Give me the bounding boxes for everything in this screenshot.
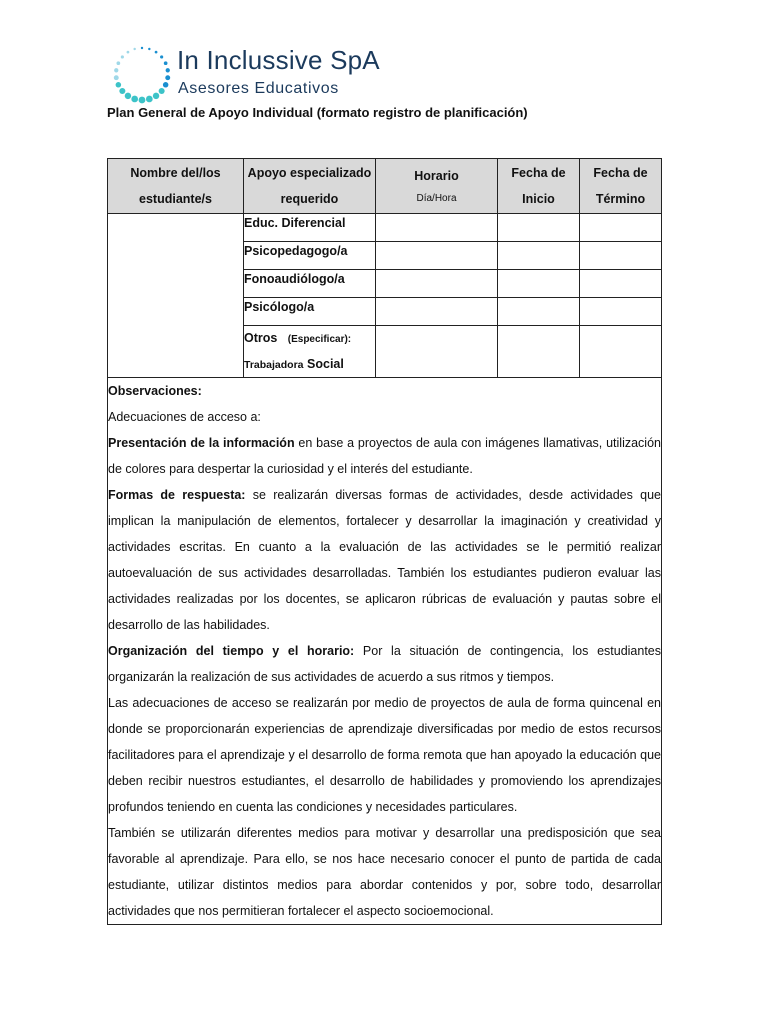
table-row: [108, 214, 662, 242]
header-student-names: Nombre del/los estudiante/s: [108, 159, 244, 214]
start-date-cell[interactable]: [498, 242, 580, 270]
schedule-cell[interactable]: [376, 242, 498, 270]
observations-row: [108, 378, 662, 925]
logo-dot: [141, 47, 143, 49]
end-date-cell[interactable]: [580, 326, 662, 378]
end-date-cell[interactable]: [580, 242, 662, 270]
dotted-circle-logo-icon: [110, 42, 174, 106]
logo-title: In Inclussive SpA: [177, 45, 380, 75]
support-otros: [244, 326, 376, 378]
student-names-cell[interactable]: [108, 214, 244, 378]
start-date-cell[interactable]: [498, 326, 580, 378]
logo-dot: [160, 55, 163, 58]
support-educ-diferencial: Educ. Diferencial: [244, 214, 376, 242]
logo-dot: [125, 93, 131, 99]
logo-dot: [146, 96, 153, 103]
observations-cell[interactable]: [108, 378, 662, 925]
table-header-row: [108, 159, 662, 214]
logo-dot: [121, 55, 124, 58]
logo-dot: [153, 93, 159, 99]
support-psicologo: Psicólogo/a: [244, 298, 376, 326]
logo-dot: [165, 75, 170, 80]
schedule-cell[interactable]: [376, 298, 498, 326]
observation-paragraph: Formas de respuesta: se realizarán diversas formas de actividades, desde actividades que implican la manipulación de elementos, fortalecer y desarrollar la imaginación y creatividad y actividades escritas. En cuanto a la evaluación de las actividades se le permitió realizar autoevaluación de sus actividades desarrolladas. También los estudiantes pudieron evaluar las actividades realizadas por los docentes, se aplicaron rúbricas de evaluación y pautas sobre el desarrollo de las habilidades.: [108, 488, 661, 632]
logo-dot: [163, 82, 169, 88]
header-specialized-support: Apoyo especializado requerido: [244, 159, 376, 214]
start-date-cell[interactable]: [498, 270, 580, 298]
logo-dot: [117, 61, 121, 65]
logo-subtitle: Asesores Educativos: [178, 80, 339, 97]
header-start-date: Fecha de Inicio: [498, 159, 580, 214]
schedule-cell[interactable]: [376, 214, 498, 242]
observation-paragraph: Presentación de la información en base a proyectos de aula con imágenes llamativas, utilización de colores para despertar la curiosidad y el interés del estudiante.: [108, 436, 661, 476]
logo-dot: [127, 51, 130, 54]
observations-heading: Observaciones:: [108, 384, 202, 398]
observation-paragraph: También se utilizarán diferentes medios para motivar y desarrollar una predisposición que sea favorable al aprendizaje. Para ello, se nos hace necesario conocer el punto de partida de cada estudiante, utilizar distintos medios para abordar contenidos y por, sobre todo, desarrollar actividades que nos permitieran fortalecer el aspecto socioemocional.: [108, 826, 661, 918]
logo-dot: [148, 48, 150, 50]
logo-dot: [164, 61, 168, 65]
header-end-date: Fecha de Término: [580, 159, 662, 214]
support-plan-table: [107, 158, 662, 925]
logo-dot: [116, 82, 122, 88]
otros-value-prefix: Trabajadora: [244, 359, 304, 371]
schedule-cell[interactable]: [376, 326, 498, 378]
end-date-cell[interactable]: [580, 270, 662, 298]
logo-dot: [133, 48, 135, 50]
observation-paragraph: Las adecuaciones de acceso se realizarán por medio de proyectos de aula de forma quincenal en donde se proporcionarán experiencias de aprendizaje diversificadas por medio de estos recursos facilitadores para el aprendizaje y el desarrollo de forma remota que han apoyado la educación que deben recibir nuestros estudiantes, el desarrollo de habilidades y promoviendo los aprendizajes profundos teniendo en cuenta las condiciones y necesidades particulares.: [108, 696, 661, 814]
logo-dot: [114, 75, 119, 80]
support-fonoaudiologo: Fonoaudiólogo/a: [244, 270, 376, 298]
company-logo: [110, 42, 410, 106]
header-schedule: Horario Día/Hora: [376, 159, 498, 214]
logo-dot: [159, 88, 165, 94]
otros-specify-label: (Especificar):: [287, 334, 352, 345]
end-date-cell[interactable]: [580, 214, 662, 242]
start-date-cell[interactable]: [498, 298, 580, 326]
end-date-cell[interactable]: [580, 298, 662, 326]
observation-paragraph: Organización del tiempo y el horario: Por la situación de contingencia, los estudiantes organizarán la realización de sus actividades de acuerdo a sus ritmos y tiempos.: [108, 644, 661, 684]
access-intro: Adecuaciones de acceso a:: [108, 410, 261, 424]
document-title: Plan General de Apoyo Individual (formato registro de planificación): [107, 105, 528, 120]
schedule-cell[interactable]: [376, 270, 498, 298]
logo-dot: [155, 51, 158, 54]
otros-label: Otros: [244, 331, 278, 345]
support-psicopedagogo: Psicopedagogo/a: [244, 242, 376, 270]
logo-dot: [131, 96, 138, 103]
logo-dot: [139, 97, 146, 104]
start-date-cell[interactable]: [498, 214, 580, 242]
logo-dot: [114, 68, 118, 72]
otros-value-suffix: Social: [307, 357, 344, 371]
logo-dot: [119, 88, 125, 94]
logo-dot: [166, 68, 170, 72]
